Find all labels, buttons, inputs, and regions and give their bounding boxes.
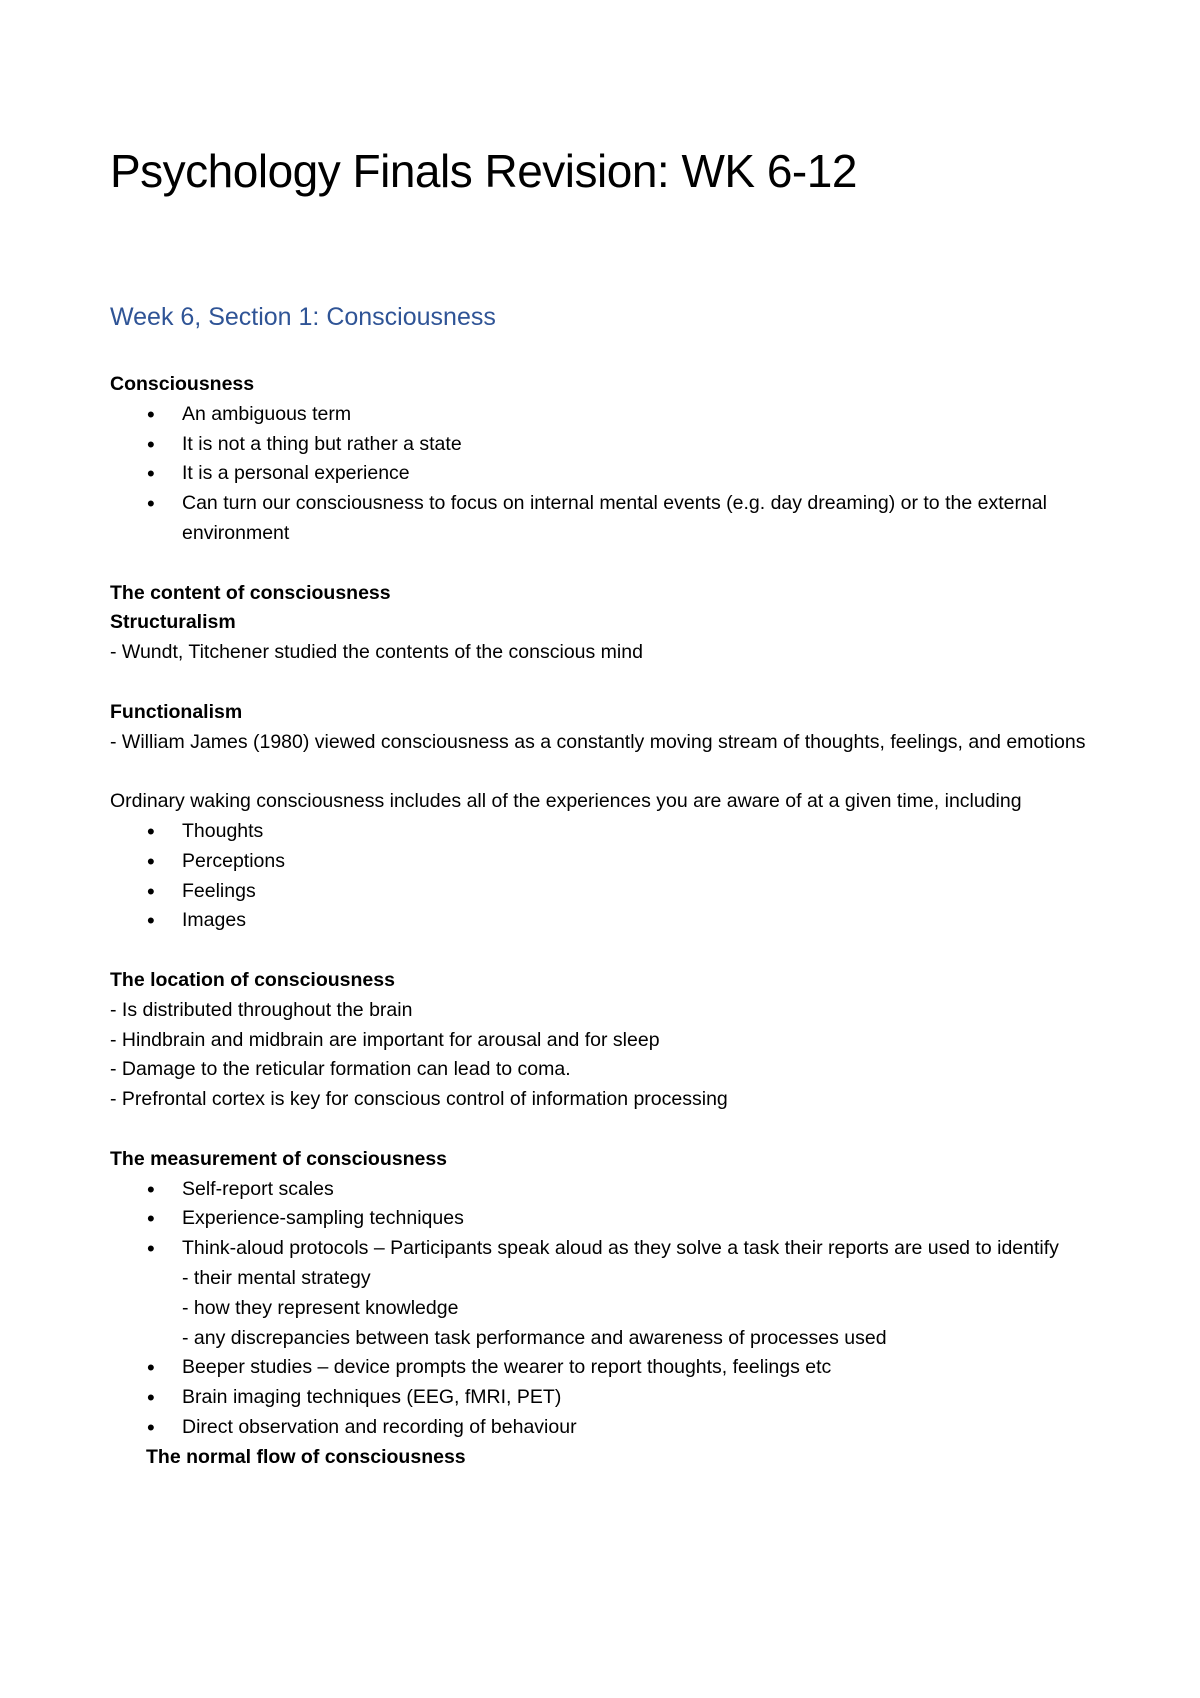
list-item: • An ambiguous term (110, 400, 1110, 430)
measurement-list-continued (110, 1353, 1110, 1442)
document-title: Psychology Finals Revision: WK 6-12 (110, 145, 857, 197)
location-line: - Prefrontal cortex is key for conscious control of information processing (110, 1088, 728, 1111)
list-item: • Thoughts (110, 817, 1110, 847)
measurement-heading: The measurement of consciousness (110, 1147, 448, 1170)
location-heading: The location of consciousness (110, 968, 395, 991)
sub-line: - any discrepancies between task performance and awareness of processes used (182, 1326, 887, 1349)
location-line: - Is distributed throughout the brain (110, 998, 413, 1021)
measurement-list (110, 1175, 1110, 1264)
consciousness-heading: Consciousness (110, 373, 255, 395)
list-item: • It is not a thing but rather a state (110, 430, 1110, 460)
list-item: • Feelings (110, 877, 1110, 907)
list-item: • Think-aloud protocols – Participants speak aloud as they solve a task their reports are used to identify (110, 1234, 1110, 1264)
section-heading: Week 6, Section 1: Consciousness (110, 303, 496, 331)
ordinary-list (110, 817, 1110, 936)
structuralism-heading: Structuralism (110, 611, 236, 634)
structuralism-text: - Wundt, Titchener studied the contents of the conscious mind (110, 641, 643, 664)
location-line: - Damage to the reticular formation can lead to coma. (110, 1058, 571, 1081)
normal-flow-heading: The normal flow of consciousness (146, 1445, 466, 1468)
list-item: • Can turn our consciousness to focus on internal mental events (e.g. day dreaming) or to the external environment (110, 489, 1110, 549)
sub-line: - how they represent knowledge (182, 1296, 459, 1319)
functionalism-heading: Functionalism (110, 700, 243, 723)
content-heading: The content of consciousness (110, 581, 391, 604)
list-item: • Direct observation and recording of behaviour (110, 1413, 1110, 1443)
document-body (110, 370, 1110, 1472)
location-line: - Hindbrain and midbrain are important for arousal and for sleep (110, 1028, 660, 1051)
consciousness-list (110, 400, 1110, 549)
ordinary-consciousness-text: Ordinary waking consciousness includes all of the experiences you are aware of at a given time, including (110, 790, 1022, 813)
list-item: • Self-report scales (110, 1175, 1110, 1205)
list-item: • It is a personal experience (110, 459, 1110, 489)
document-page (110, 140, 1110, 1468)
list-item: • Experience-sampling techniques (110, 1204, 1110, 1234)
list-item: • Brain imaging techniques (EEG, fMRI, PET) (110, 1383, 1110, 1413)
list-item: • Images (110, 906, 1110, 936)
sub-line: - their mental strategy (182, 1266, 371, 1289)
list-item: • Beeper studies – device prompts the wearer to report thoughts, feelings etc (110, 1353, 1110, 1383)
functionalism-text: - William James (1980) viewed consciousness as a constantly moving stream of thoughts, feelings, and emotions (110, 730, 1086, 753)
list-item: • Perceptions (110, 847, 1110, 877)
